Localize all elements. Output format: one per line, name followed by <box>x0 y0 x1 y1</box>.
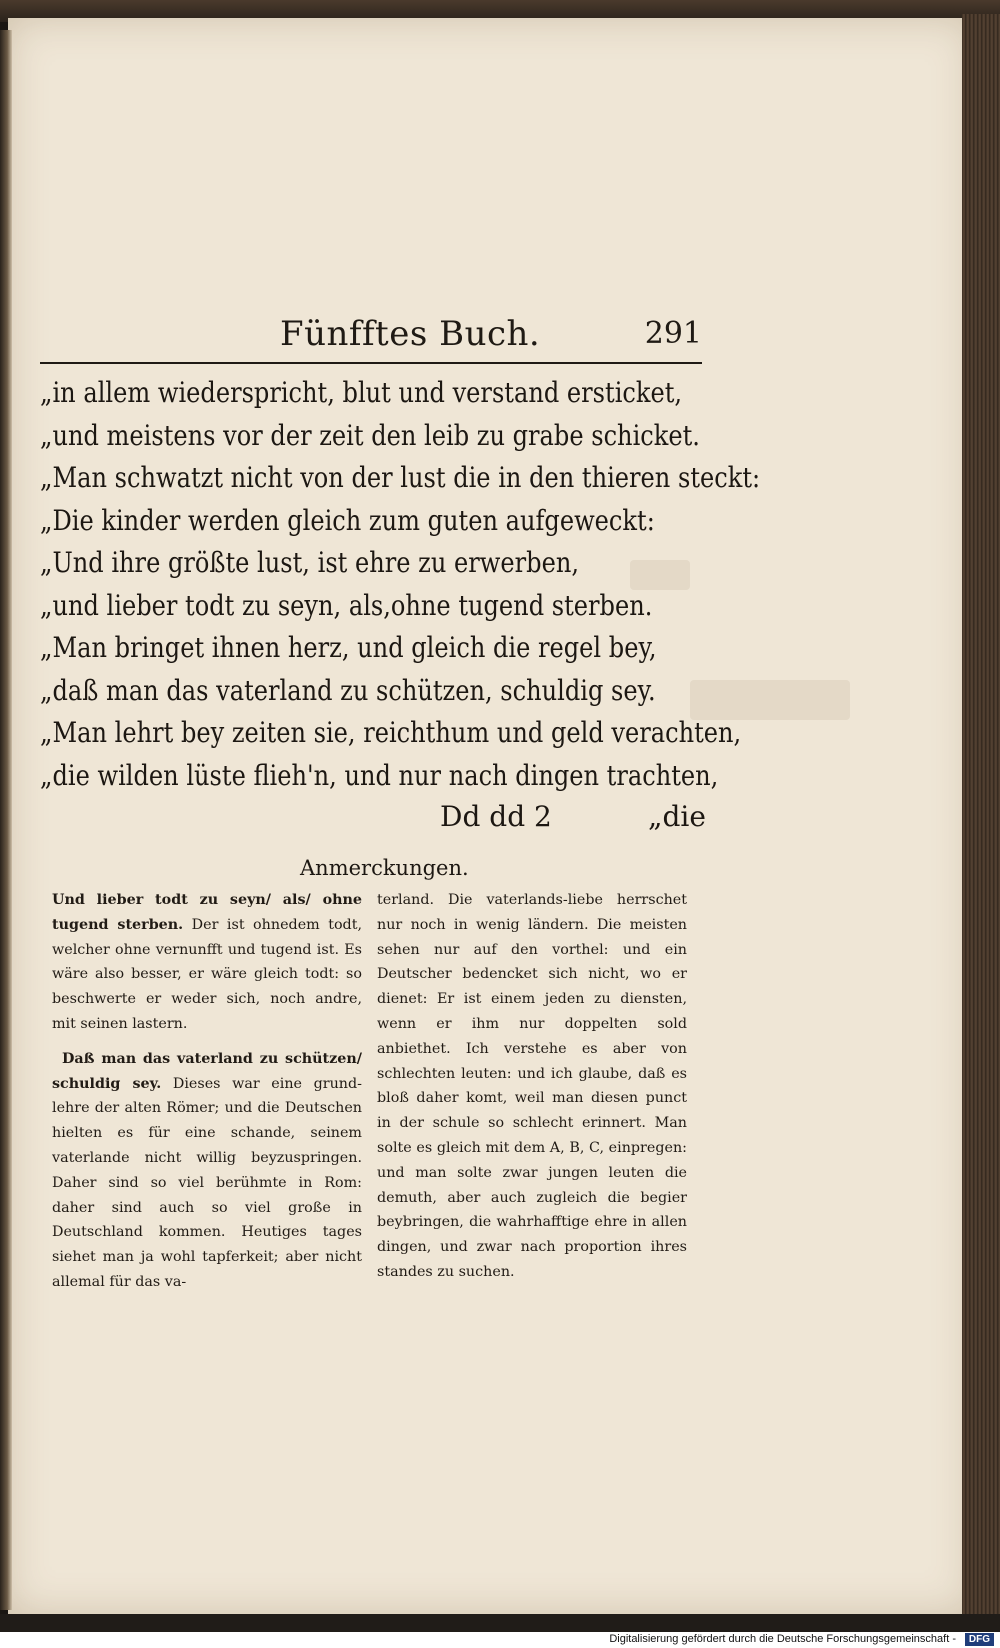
verse-line: „Und ihre größte lust, ist ehre zu erwerben, <box>40 546 579 579</box>
notes-column-right <box>377 888 687 1285</box>
page-number: 291 <box>644 316 702 351</box>
note-lemma: Daß man das vaterland zu schützen/ schuldig sey. <box>52 1050 362 1092</box>
sheet-signature: Dd dd 2 <box>440 800 552 833</box>
verse-line: „Man lehrt bey zeiten sie, reichthum und geld verachten, <box>40 716 742 749</box>
running-head <box>40 310 702 364</box>
verse-line: „Man bringet ihnen herz, und gleich die regel bey, <box>40 631 657 664</box>
verse-line: „Man schwatzt nicht von der lust die in den thieren steckt: <box>40 461 761 494</box>
notes-column-left <box>52 888 362 1295</box>
note-paragraph <box>52 1047 362 1295</box>
verse-line: „Die kinder werden gleich zum guten aufgeweckt: <box>40 503 655 537</box>
verse-line: „in allem wiederspricht, blut und verstand ersticket, <box>40 376 683 409</box>
dfg-logo: DFG <box>965 1633 994 1646</box>
note-paragraph <box>52 888 362 1037</box>
page-stack-edge <box>962 14 1000 1624</box>
note-text: Der ist ohnedem todt, welcher ohne vernunfft und tugend ist. Es wäre also besser, er wäre gleich todt: so beschwerte er weder sich, noch andre, mit seinen lastern. <box>52 916 362 1032</box>
notes-heading: Anmerckungen. <box>300 856 469 880</box>
note-text: terland. Die vaterlands-liebe herrschet nur noch in wenig ländern. Die meisten sehen nur auf den vorthel: und ein Deutscher bedencket sich nicht, wo er dienet: Er ist einem jeden zu diensten, wenn er ihm nur doppelten sold anbiethet. Ich verstehe es aber von schlechten leuten: und ich glaube, daß es bloß daher komt, weil man diesen punct in der schule so schlecht erinnert. Man solte es gleich mit dem A, B, C, einpregen: und man solte zwar jungen leuten die demuth, aber auch zugleich die begier beybringen, die wahrhafftige ehre in allen dingen, und zwar nach proportion ihres standes zu suchen. <box>377 892 687 1280</box>
verse-line: „und meistens vor der zeit den leib zu grabe schicket. <box>40 418 700 452</box>
funding-credit: Digitalisierung gefördert durch die Deutsche Forschungsgemeinschaft - <box>609 1633 956 1645</box>
binding-edge <box>0 30 12 1610</box>
verse-line: „die wilden lüste flieh'n, und nur nach dingen trachten, <box>40 758 719 792</box>
running-head-title: Fünfftes Buch. <box>280 314 541 354</box>
verse-block <box>40 372 761 797</box>
note-text: Dieses war eine grund-lehre der alten Römer; und die Deutschen hielten es für eine schande, seinem vaterlande nicht willig beyzuspringen. Daher sind so viel berühmte in Rom: daher sind auch so viel große in Deutschland kommen. Heutiges tages siehet man ja wohl tapferkeit; aber nicht allemal für das va- <box>52 1075 363 1290</box>
verse-line: „und lieber todt zu seyn, als,ohne tugend sterben. <box>40 588 653 622</box>
catchword: „die <box>648 800 706 833</box>
verse-line: „daß man das vaterland zu schützen, schuldig sey. <box>40 673 656 707</box>
note-lemma: Und lieber todt zu seyn/ als/ ohne tugend sterben. <box>52 892 362 933</box>
